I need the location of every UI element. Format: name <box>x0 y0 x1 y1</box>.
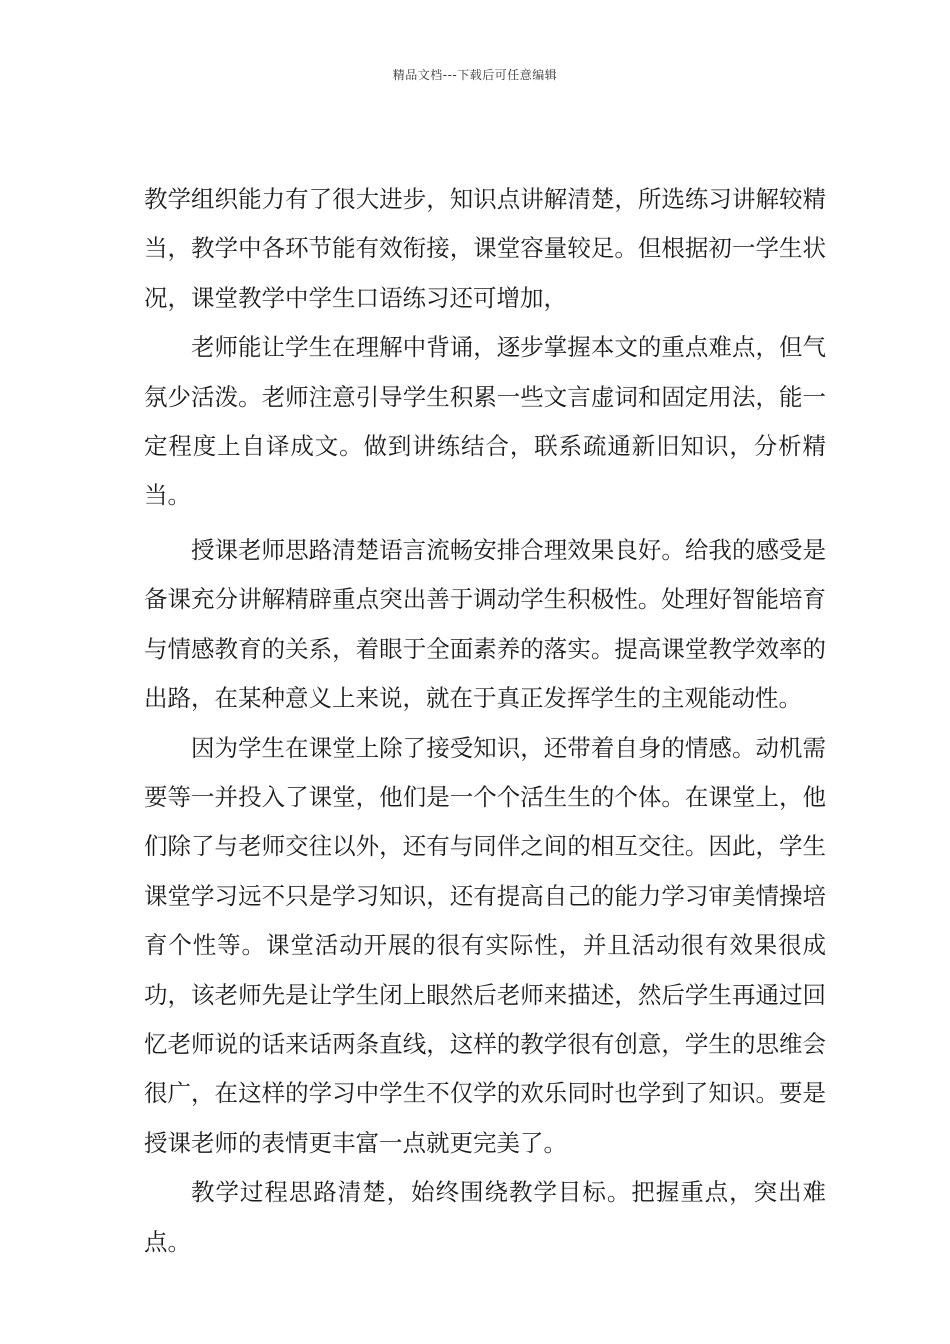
paragraph-1: 教学组织能力有了很大进步，知识点讲解清楚，所选练习讲解较精当，教学中各环节能有效衔接，课堂容量较足。但根据初一学生状况，课堂教学中学生口语练习还可增加， <box>144 185 826 312</box>
text-block-top <box>144 175 826 521</box>
paragraph-3: 授课老师思路清楚语言流畅安排合理效果良好。给我的感受是备课充分讲解精辟重点突出善于调动学生积极性。处理好智能培育与情感教育的关系，着眼于全面素养的落实。提高课堂教学效率的出路，在某种意义上来说，就在于真正发挥学生的主观能动性。 <box>144 536 826 713</box>
paragraph-5: 教学过程思路清楚，始终围绕教学目标。把握重点，突出难点。 <box>144 1178 826 1256</box>
paragraph-4: 因为学生在课堂上除了接受知识，还带着自身的情感。动机需要等一并投入了课堂，他们是一个个活生生的个体。在课堂上，他们除了与老师交往以外，还有与同伴之间的相互交往。因此，学生课堂学习远不只是学习知识，还有提高自己的能力学习审美情操培育个性等。课堂活动开展的很有实际性，并且活动很有效果很成功，该老师先是让学生闭上眼然后老师来描述，然后学生再通过回忆老师说的话来话两条直线，这样的教学很有创意，学生的思维会很广，在这样的学习中学生不仅学的欢乐同时也学到了知识。要是授课老师的表情更丰富一点就更完美了。 <box>144 733 826 1157</box>
text-block-bottom <box>144 526 826 1267</box>
paragraph-2: 老师能让学生在理解中背诵，逐步掌握本文的重点难点，但气氛少活泼。老师注意引导学生积累一些文言虚词和固定用法，能一定程度上自译成文。做到讲练结合，联系疏通新旧知识，分析精当。 <box>144 333 826 510</box>
page-header: 精品文档---下载后可任意编辑 <box>392 68 558 82</box>
